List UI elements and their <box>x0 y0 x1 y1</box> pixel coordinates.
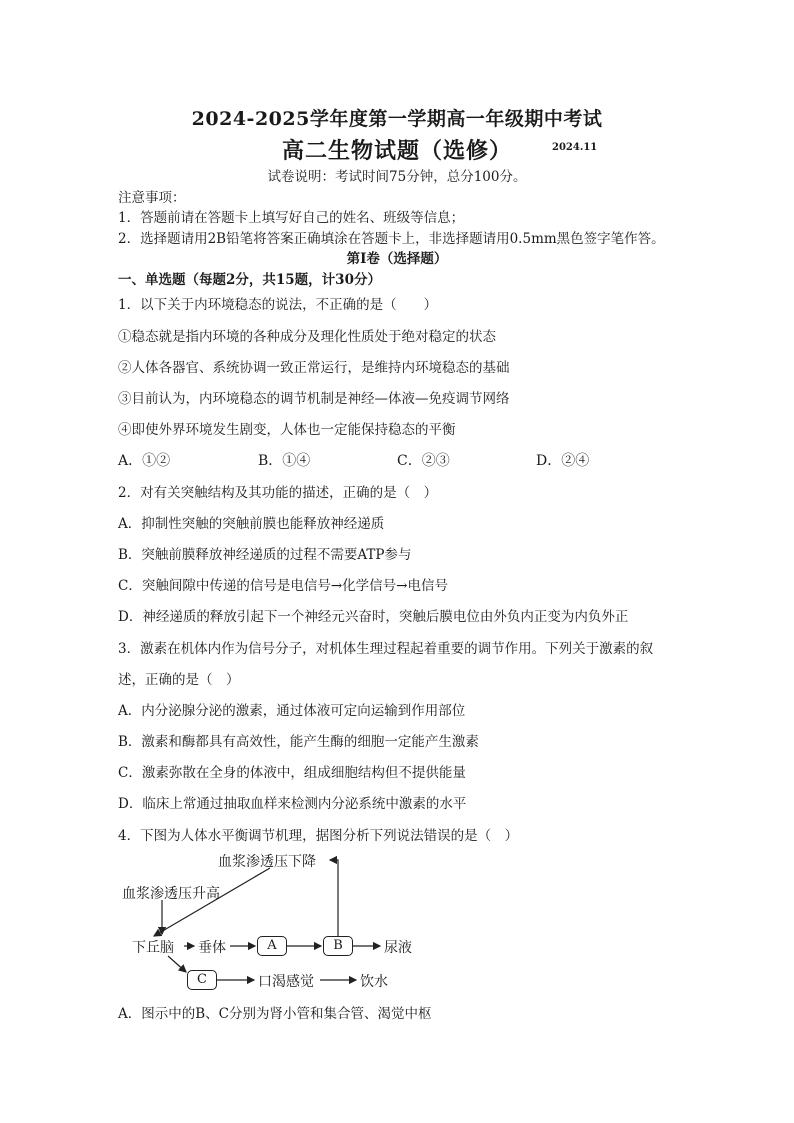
box-a: A <box>257 936 287 956</box>
q1-option-a: A．①② <box>118 453 171 469</box>
q3-option-b: B．激素和酶都具有高效性，能产生酶的细胞一定能产生激素 <box>118 734 479 750</box>
label-osmotic-increase: 血浆渗透压升高 <box>122 886 220 902</box>
label-osmotic-decrease: 血浆渗透压下降 <box>218 854 316 870</box>
q1-statement: ②人体各器官、系统协调一致正常运行，是维持内环境稳态的基础 <box>118 360 510 376</box>
q1-stem: 1．以下关于内环境稳态的说法，不正确的是（ ） <box>118 297 438 313</box>
q3-stem-line1: 3．激素在机体内作为信号分子，对机体生理过程起着重要的调节作用。下列关于激素的叙 <box>118 641 654 657</box>
q1-option-c: C．②③ <box>397 453 450 469</box>
notes-item: 1．答题前请在答题卡上填写好自己的姓名、班级等信息； <box>118 210 465 226</box>
q2-option-b: B．突触前膜释放神经递质的过程不需要ATP参与 <box>118 547 412 563</box>
notes-heading: 注意事项： <box>118 190 186 206</box>
q4-stem: 4．下图为人体水平衡调节机理，据图分析下列说法错误的是（ ） <box>118 828 519 844</box>
q3-option-a: A．内分泌腺分泌的激素，通过体液可定向运输到作用部位 <box>118 703 466 719</box>
q2-option-c: C．突触间隙中传递的信号是电信号→化学信号→电信号 <box>118 578 448 594</box>
q1-statement: ④即使外界环境发生剧变，人体也一定能保持稳态的平衡 <box>118 422 456 438</box>
water-balance-diagram <box>118 848 438 998</box>
label-drink: 饮水 <box>360 974 388 990</box>
section-title: 第Ⅰ卷（选择题） <box>346 251 448 267</box>
box-b: B <box>323 936 353 956</box>
q2-option-a: A．抑制性突触的突触前膜也能释放神经递质 <box>118 516 385 532</box>
section-part: 一、单选题（每题2分，共15题，计30分） <box>118 272 381 288</box>
q2-stem: 2．对有关突触结构及其功能的描述，正确的是（ ） <box>118 485 438 501</box>
q1-option-b: B．①④ <box>258 453 311 469</box>
q3-stem-line2: 述，正确的是（ ） <box>118 672 240 688</box>
exam-date: 2024.11 <box>552 142 598 153</box>
q1-statement: ①稳态就是指内环境的各种成分及理化性质处于绝对稳定的状态 <box>118 329 496 345</box>
box-c: C <box>187 970 217 990</box>
paper-subtitle: 高二生物试题（选修） <box>282 138 513 164</box>
exam-info: 试卷说明：考试时间75分钟，总分100分。 <box>267 169 527 185</box>
label-thirst: 口渴感觉 <box>258 974 314 990</box>
q3-option-c: C．激素弥散在全身的体液中，组成细胞结构但不提供能量 <box>118 765 466 781</box>
label-urine: 尿液 <box>384 940 412 956</box>
exam-title: 2024-2025学年度第一学期高一年级期中考试 <box>191 108 603 130</box>
q1-option-d: D．②④ <box>536 453 590 469</box>
q3-option-d: D．临床上常通过抽取血样来检测内分泌系统中激素的水平 <box>118 796 467 812</box>
notes-item: 2．选择题请用2B铅笔将答案正确填涂在答题卡上，非选择题请用0.5mm黑色签字笔作答。 <box>118 231 665 247</box>
label-pituitary: 垂体 <box>198 940 226 956</box>
q4-option-a: A．图示中的B、C分别为肾小管和集合管、渴觉中枢 <box>118 1006 432 1022</box>
q1-statement: ③目前认为，内环境稳态的调节机制是神经—体液—免疫调节网络 <box>118 391 510 407</box>
q2-option-d: D．神经递质的释放引起下一个神经元兴奋时，突触后膜电位由外负内正变为内负外正 <box>118 609 629 625</box>
label-hypothalamus: 下丘脑 <box>132 940 174 956</box>
